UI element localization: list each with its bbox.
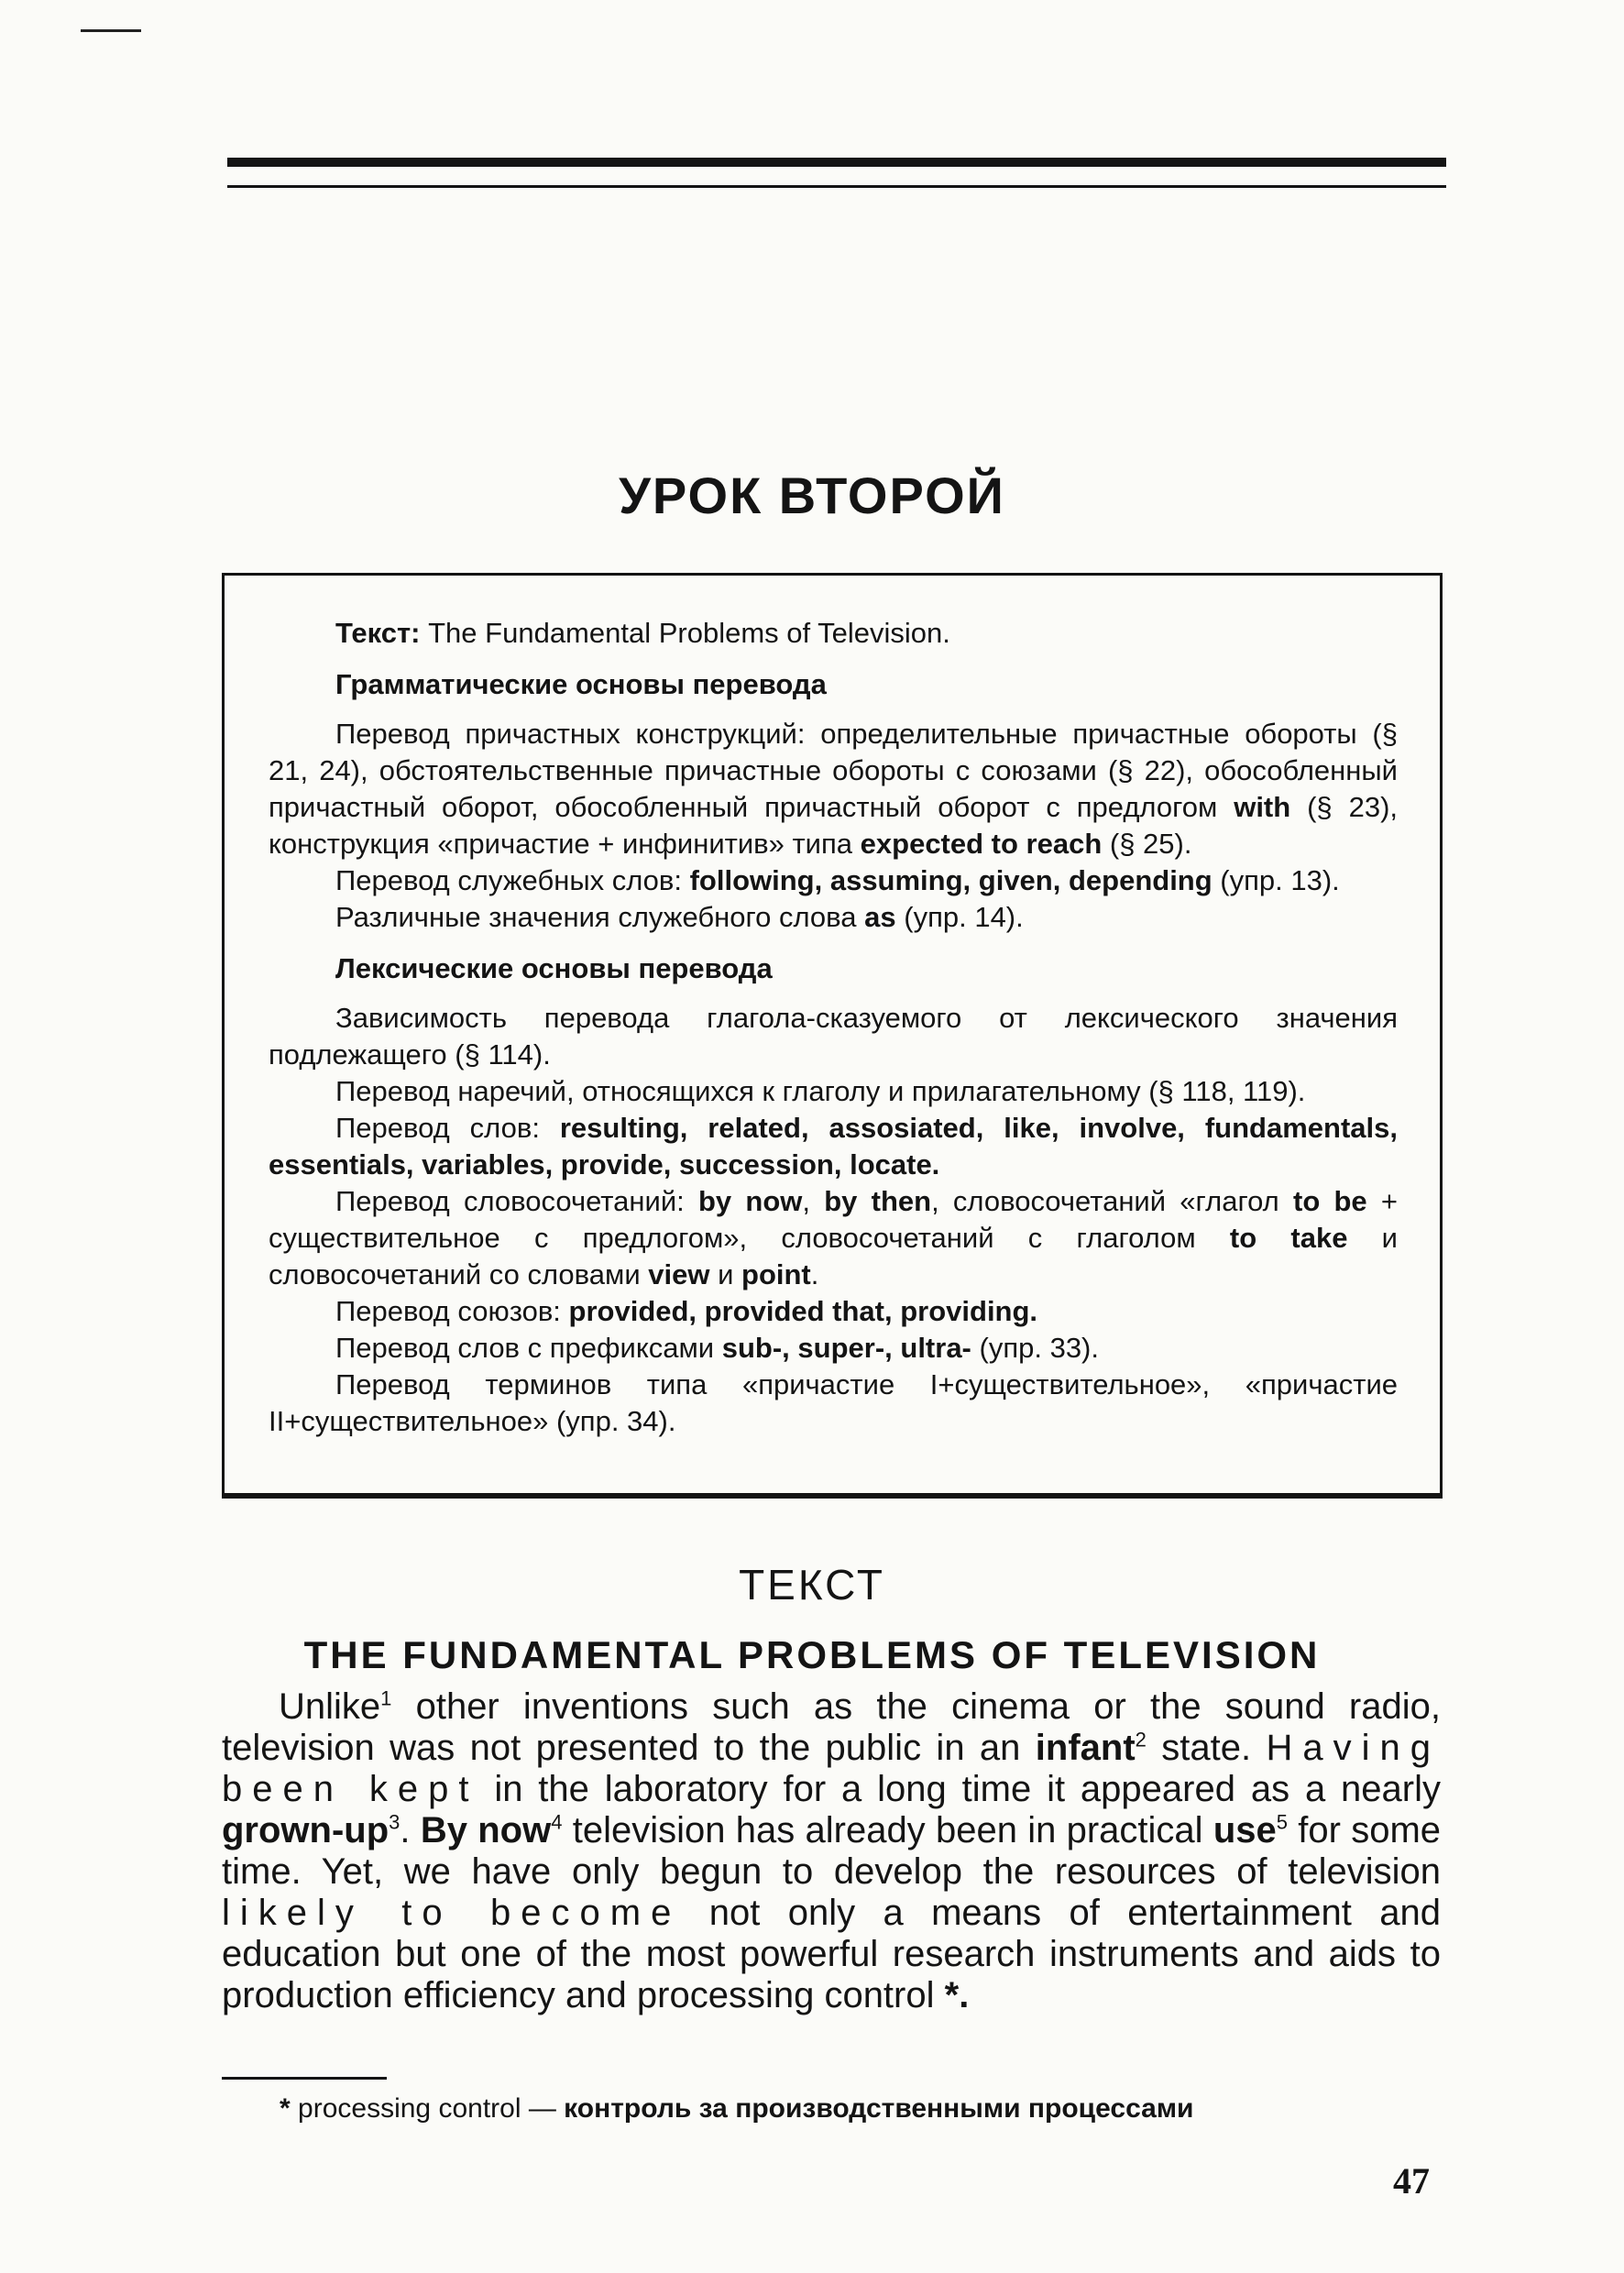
lexical-item-adverbs: Перевод наречий, относящихся к глаголу и прилагательному (§ 118, 119).: [335, 1075, 1306, 1107]
lexical-item-words: Перевод слов: resulting, related, assosiated, like, involve, fundamentals, essentials, variables, provide, succession, locate.: [269, 1112, 1398, 1180]
footnote-ref-1: 1: [380, 1686, 392, 1710]
lexical-item-phrases: Перевод словосочетаний: by now, by then, словосочетаний «глагол to be + существительное с предлогом», словосочетаний с глаголом to take и словосочетаний со словами view и point.: [269, 1185, 1399, 1290]
lexical-item-predicate: Зависимость перевода глагола-сказуемого от лексического значения подлежащего (§ 114).: [269, 1002, 1398, 1071]
lexical-item-prefixes: Перевод слов с префиксами sub-, super-, ultra- (упр. 33).: [335, 1332, 1099, 1364]
lexical-item-terms: Перевод терминов типа «причастие I+существительное», «причастие II+существительное» (упр. 34).: [269, 1368, 1398, 1437]
main-text-paragraph: Unlike$^1$ other inventions such as the cinema or the sound radio, television was not presented to the public in an infant$^2$ state. Having been kept in the laboratory for a long time it appeared as a nearly grown-$up^3$. By now$^4$ television has already been in practical use$^5$ for some time. Yet, we have only begun to develop the resources of television likely to become not only a means of entertainment and education but one of the most powerful research instruments and aids to production efficiency and processing control *.: [222, 1686, 1442, 2015]
footnote-ref-5: 5: [1276, 1810, 1288, 1834]
footnote-ref-4: 4: [551, 1810, 563, 1834]
footnote-ref-3: 3: [389, 1810, 401, 1834]
text-line: Текст: The Fundamental Problems of Television.: [335, 617, 950, 649]
grammar-item-participles: Перевод причастных конструкций: определительные причастные обороты (§ 21, 24), обстоятельственные причастные обороты с союзами (§ 22), обособленный причастный оборот, обособленный причастный оборот с предлогом with (§ 23), конструкция «причастие + инфинитив» типа expected to reach (§ 25).: [269, 718, 1399, 860]
grammar-item-as: Различные значения служебного слова as (упр. 14).: [335, 901, 1024, 933]
grammar-item-function-words: Перевод служебных слов: following, assuming, given, depending (упр. 13).: [335, 864, 1340, 896]
section-title: ТЕКСТ: [739, 1561, 885, 1609]
lesson-contents: [269, 608, 1398, 1440]
lexical-item-conjunctions: Перевод союзов: provided, provided that, providing.: [335, 1295, 1038, 1327]
grammar-heading: Грамматические основы перевода: [335, 668, 827, 700]
page-edge-mark: [81, 29, 141, 32]
page-number: 47: [1393, 2160, 1430, 2202]
top-rule: [227, 158, 1446, 188]
lesson-title: УРОК ВТОРОЙ: [619, 467, 1005, 524]
footnote-rule: [222, 2077, 387, 2080]
lesson-contents-box: [222, 573, 1443, 1499]
footnote: * processing control — контроль за производственными процессами: [280, 2093, 1194, 2124]
footnote-ref-2: 2: [1135, 1728, 1147, 1751]
text-title: THE FUNDAMENTAL PROBLEMS OF TELEVISION: [303, 1633, 1321, 1676]
lexical-heading: Лексические основы перевода: [335, 952, 773, 984]
